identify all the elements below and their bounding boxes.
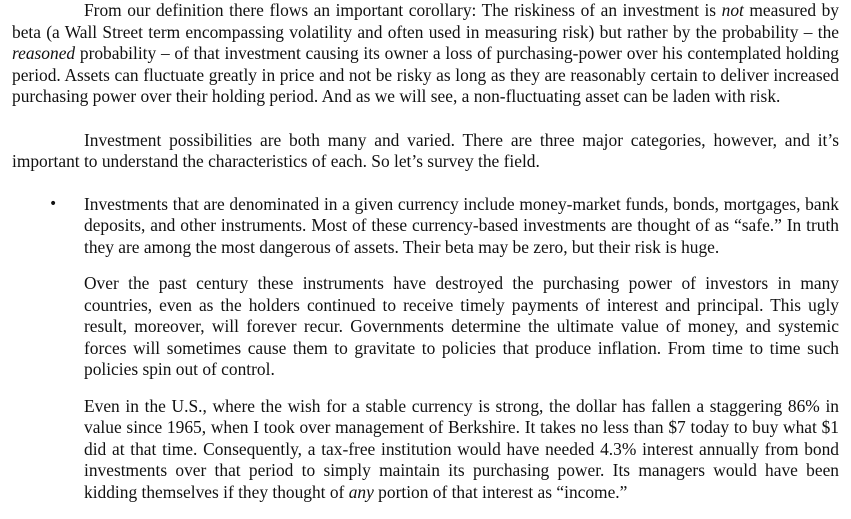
text-run: measured by beta (a Wall Street term encompassing volatility and often used in measuring risk) but rather by the probability – the xyxy=(12,0,839,42)
text-run: probability – of that investment causing its owner a loss of purchasing-power over his contemplated holding period. Assets can fluctuate greatly in price and not be risky as long as they are reasonably certain to deliver increased purchasing power over their holding period. And as we will see, a non-fluctuating asset can be laden with risk. xyxy=(12,43,839,106)
bullet-paragraph-3 xyxy=(84,396,839,504)
paragraph-investment-categories: Investment possibilities are both many and varied. There are three major categories, however, and it’s important to understand the characteristics of each. So let’s survey the field. xyxy=(12,129,839,171)
text-run: From our definition there flows an important corollary: The riskiness of an investment is xyxy=(84,0,722,20)
bullet-paragraph-2: Over the past century these instruments have destroyed the purchasing power of investors in many countries, even as the holders continued to receive timely payments of interest and principal. This ugly result, moreover, will forever recur. Governments determine the ultimate value of money, and systemic forces will sometimes cause them to gravitate to policies that produce inflation. From time to time such policies spin out of control. xyxy=(84,273,839,379)
bullet-icon: • xyxy=(49,195,58,212)
emphasis-reasoned: reasoned xyxy=(12,43,76,63)
emphasis-not: not xyxy=(721,0,744,20)
text-run: portion of that interest as “income.” xyxy=(373,481,628,502)
text-run: Even in the U.S., where the wish for a stable currency is strong, the dollar has fallen a staggering 86% in value since 1965, when I took over management of Berkshire. It takes no less than $7 today to buy what $1 did at that time. Consequently, a tax-free institution would have needed 4.3% interest annually from bond investments over that period to simply maintain its purchasing power. Its managers would have been kidding themselves if they thought of xyxy=(84,395,839,502)
bullet-item-currency-investments xyxy=(12,194,839,504)
paragraph-risk-definition xyxy=(12,0,839,108)
emphasis-any: any xyxy=(348,481,374,502)
bullet-paragraph-1: Investments that are denominated in a given currency include money-market funds, bonds, mortgages, bank deposits, and other instruments. Most of these currency-based investments are thought of as “safe.” In truth they are among the most dangerous of assets. Their beta may be zero, but their risk is huge. xyxy=(84,193,839,257)
